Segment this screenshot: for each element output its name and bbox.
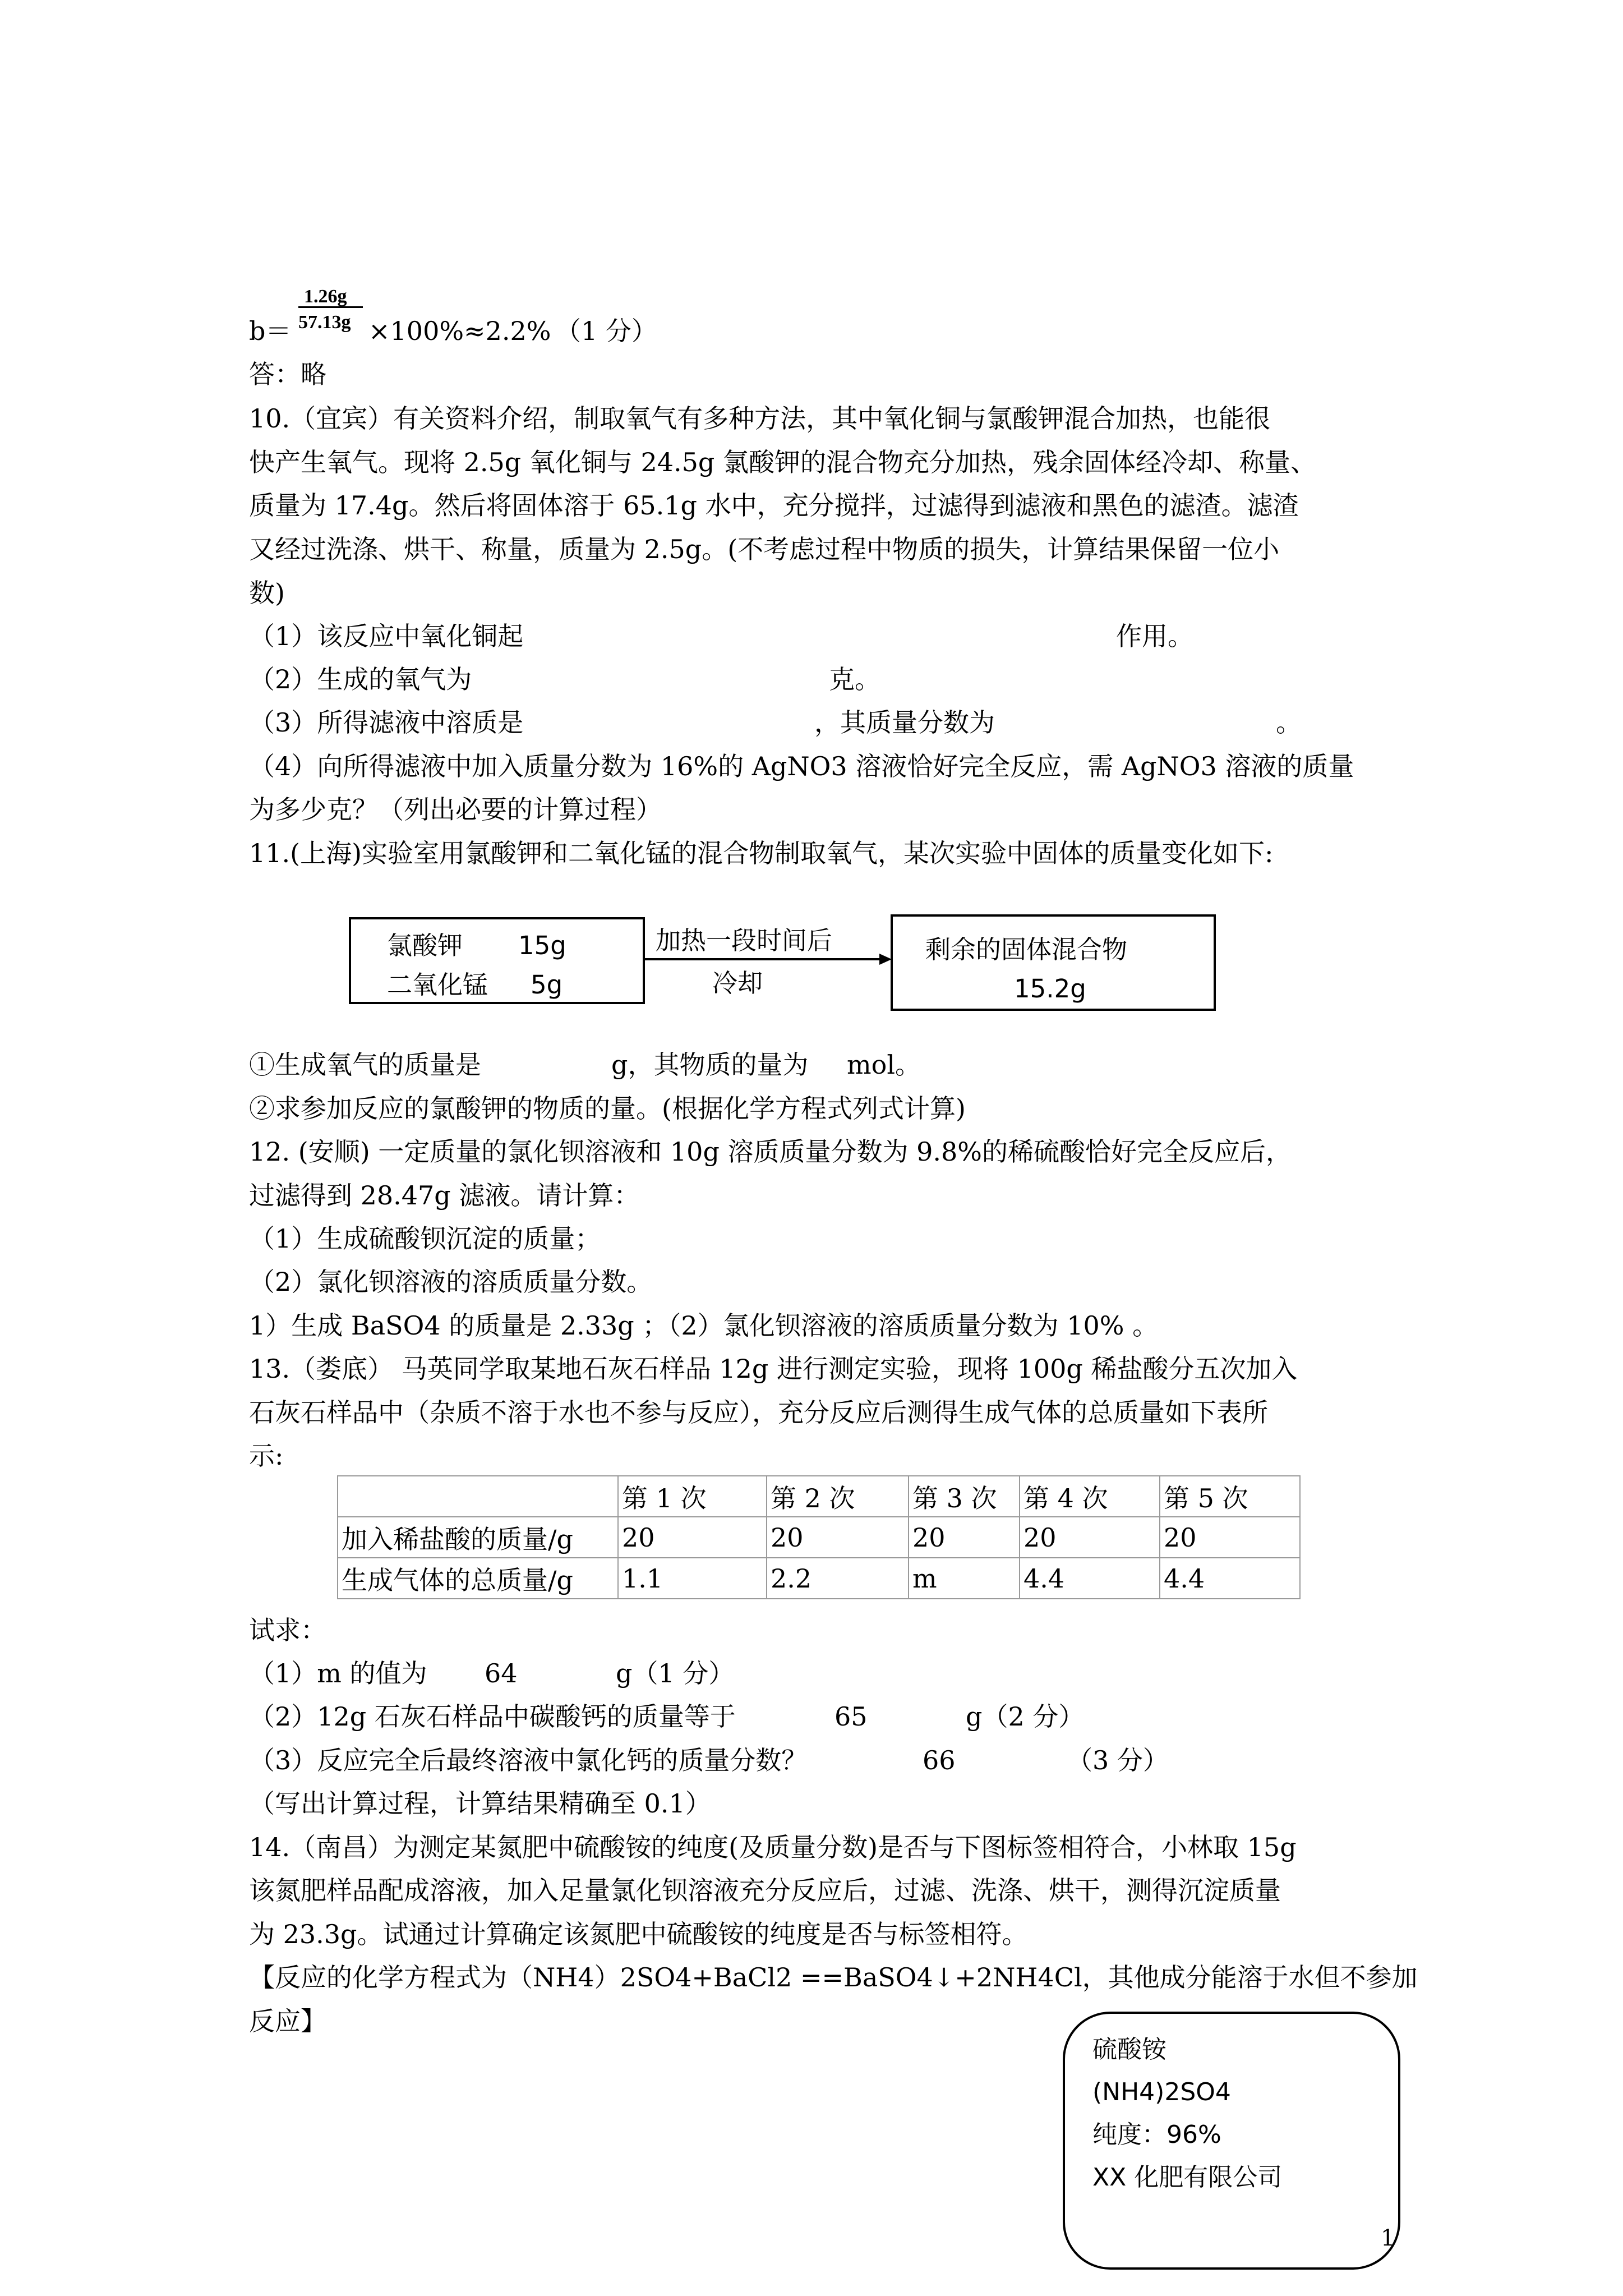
label-product-name: 硫酸铵: [1092, 2035, 1166, 2064]
q13-ask: 试求：: [249, 1615, 326, 1645]
results-table: [337, 1475, 1301, 1599]
table-row: [338, 1517, 1300, 1558]
table-header-cell: 第 1 次: [618, 1476, 767, 1517]
reactant-1-value: 15g: [518, 931, 566, 960]
table-cell: 20: [767, 1517, 909, 1558]
table-cell: 加入稀盐酸的质量/g: [338, 1517, 618, 1558]
table-row: [338, 1558, 1300, 1599]
answer-line: 答：略: [249, 359, 326, 389]
fraction-bar: [298, 306, 363, 308]
table-header-cell: 第 4 次: [1020, 1476, 1160, 1517]
q10-part2-text: （2）生成的氧气为: [249, 664, 472, 694]
table-cell: m: [909, 1558, 1020, 1599]
q10-part4-line-2: 为多少克？（列出必要的计算过程）: [249, 794, 662, 825]
table-header-row: [338, 1476, 1300, 1517]
q14-line-2: 该氮肥样品配成溶液，加入足量氯化钡溶液充分反应后，过滤、洗涤、烘干，测得沉淀质量: [249, 1875, 1281, 1906]
table-header-cell: 第 2 次: [767, 1476, 909, 1517]
right-arrow-icon: [645, 951, 892, 968]
label-company: XX 化肥有限公司: [1092, 2163, 1283, 2192]
q12-answer: 1）生成 BaSO4 的质量是 2.33g ；（2）氯化钡溶液的溶质质量分数为 10% 。: [249, 1310, 1159, 1341]
table-cell: 4.4: [1160, 1558, 1300, 1599]
q10-part1-end: 作用。: [1116, 621, 1193, 651]
table-cell: 4.4: [1020, 1558, 1160, 1599]
table-header-cell: [338, 1476, 618, 1517]
table-cell: 2.2: [767, 1558, 909, 1599]
q13-answer3-value: 66: [923, 1745, 956, 1775]
q14-line-3: 为 23.3g。试通过计算确定该氮肥中硫酸铵的纯度是否与标签相符。: [249, 1919, 1028, 1949]
q11-sub1-mid: g，其物质的量为: [611, 1050, 809, 1080]
q10-part2-end: 克。: [829, 664, 880, 694]
q12-line-2: 过滤得到 28.47g 滤液。请计算：: [249, 1180, 640, 1211]
q10-part3-text: （3）所得滤液中溶质是: [249, 707, 524, 738]
fraction-numerator: 1.26g: [304, 286, 347, 307]
q13-note: （写出计算过程，计算结果精确至 0.1）: [249, 1788, 711, 1819]
q13-answer2-value: 65: [834, 1701, 868, 1732]
q13-answer2-unit: g（2 分）: [966, 1701, 1085, 1732]
q10-part3-mid: ，其质量分数为: [814, 707, 995, 738]
q12-part1: （1）生成硫酸钡沉淀的质量；: [249, 1223, 601, 1254]
q10-line-5: 数): [249, 578, 285, 608]
q11-title: 11.(上海)实验室用氯酸钾和二氧化锰的混合物制取氧气，某次实验中固体的质量变化如下:: [249, 838, 1274, 868]
q10-line-1: 10.（宜宾）有关资料介绍，制取氧气有多种方法，其中氧化铜与氯酸钾混合加热，也能很: [249, 403, 1271, 434]
table-cell: 20: [1160, 1517, 1300, 1558]
product-value: 15.2g: [1014, 974, 1086, 1004]
table-cell: 1.1: [618, 1558, 767, 1599]
table-header-cell: 第 3 次: [909, 1476, 1020, 1517]
q10-line-3: 质量为 17.4g。然后将固体溶于 65.1g 水中，充分搅拌，过滤得到滤液和黑色的滤渣。滤渣: [249, 490, 1299, 521]
table-cell: 20: [1020, 1517, 1160, 1558]
fraction-denominator: 57.13g: [298, 312, 351, 333]
q13-answer1-text: （1）m 的值为: [249, 1658, 427, 1688]
reactant-2-value: 5g: [531, 970, 563, 1000]
q13-line-2: 石灰石样品中（杂质不溶于水也不参与反应），充分反应后测得生成气体的总质量如下表所: [249, 1397, 1268, 1428]
label-purity: 纯度：96%: [1092, 2120, 1221, 2149]
q14-line-1: 14.（南昌）为测定某氮肥中硫酸铵的纯度(及质量分数)是否与下图标签相符合，小林取 15g: [249, 1832, 1297, 1862]
product-name: 剩余的固体混合物: [925, 935, 1128, 964]
q14-line-5: 反应】: [249, 2006, 326, 2036]
q13-answer3-score: （3 分）: [1067, 1745, 1169, 1775]
q14-line-4: 【反应的化学方程式为（NH4）2SO4+BaCl2 ==BaSO4↓+2NH4Cl，其他成分能溶于水但不参加: [249, 1962, 1418, 1993]
arrow-label-bottom: 冷却: [712, 968, 763, 998]
q10-part1-text: （1）该反应中氧化铜起: [249, 621, 524, 651]
q10-line-4: 又经过洗涤、烘干、称量，质量为 2.5g。(不考虑过程中物质的损失，计算结果保留一位小: [249, 534, 1280, 564]
q13-answer1-value: 64: [485, 1658, 518, 1688]
page-number: 1: [1381, 2225, 1395, 2251]
formula-rhs: ×100%≈2.2%: [368, 316, 551, 346]
q13-answer2-text: （2）12g 石灰石样品中碳酸钙的质量等于: [249, 1701, 736, 1732]
formula-lhs: b＝: [249, 316, 292, 346]
q13-line-3: 示:: [249, 1441, 284, 1471]
q10-part3-end: 。: [1276, 707, 1302, 738]
q10-line-2: 快产生氧气。现将 2.5g 氧化铜与 24.5g 氯酸钾的混合物充分加热，残余固体经冷却、称量、: [249, 447, 1316, 477]
q13-answer3-text: （3）反应完全后最终溶液中氯化钙的质量分数？: [249, 1745, 808, 1775]
table-cell: 生成气体的总质量/g: [338, 1558, 618, 1599]
q10-part4-line-1: （4）向所得滤液中加入质量分数为 16%的 AgNO3 溶液恰好完全反应，需 AgNO3 溶液的质量: [249, 751, 1354, 781]
table-header-cell: 第 5 次: [1160, 1476, 1300, 1517]
q13-line-1: 13.（娄底） 马英同学取某地石灰石样品 12g 进行测定实验，现将 100g 稀盐酸分五次加入: [249, 1354, 1298, 1384]
q12-part2: （2）氯化钡溶液的溶质质量分数。: [249, 1267, 653, 1297]
arrow-label-top: 加热一段时间后: [656, 926, 833, 955]
table-cell: 20: [618, 1517, 767, 1558]
q11-sub1-text: ①生成氧气的质量是: [249, 1050, 481, 1080]
q11-sub2: ②求参加反应的氯酸钾的物质的量。(根据化学方程式列式计算): [249, 1093, 966, 1124]
label-formula: (NH4)2SO4: [1092, 2078, 1231, 2106]
reactant-2-name: 二氧化锰: [387, 970, 488, 1000]
q13-answer1-unit: g（1 分）: [616, 1658, 735, 1688]
formula-score: （1 分）: [555, 316, 657, 346]
q12-line-1: 12. (安顺) 一定质量的氯化钡溶液和 10g 溶质质量分数为 9.8%的稀硫酸恰好完全反应后，: [249, 1137, 1292, 1167]
table-cell: 20: [909, 1517, 1020, 1558]
q11-sub1-end: mol。: [847, 1050, 921, 1080]
reactant-1-name: 氯酸钾: [387, 931, 463, 960]
